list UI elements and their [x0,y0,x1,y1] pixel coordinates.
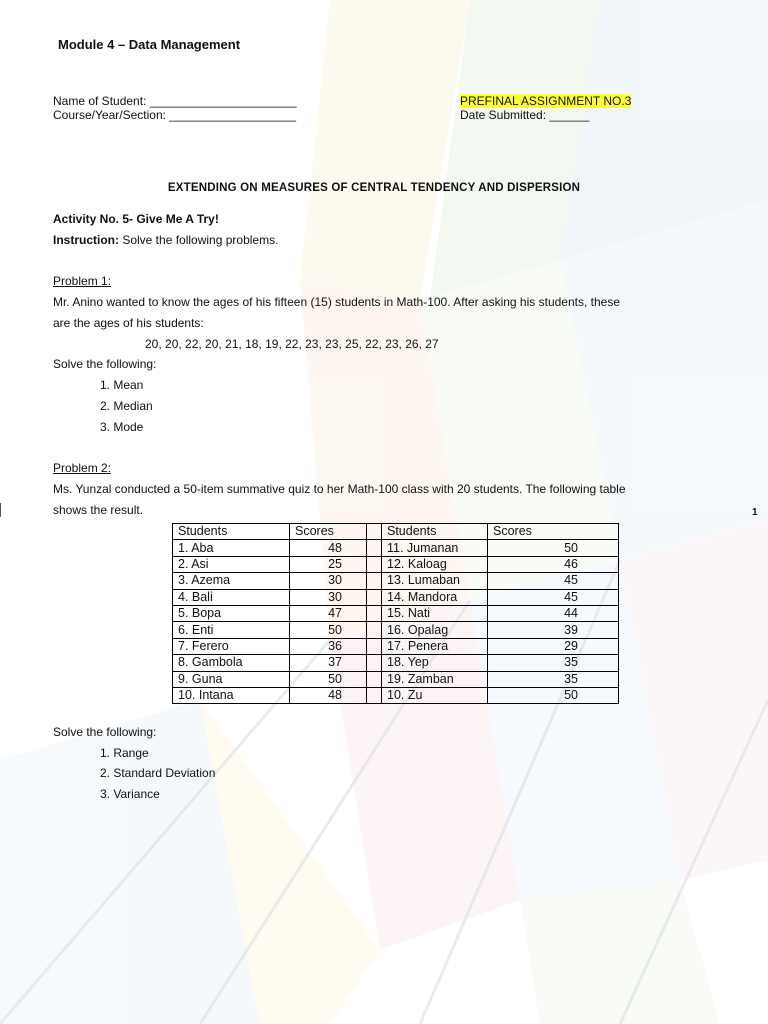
table-row [173,556,619,572]
problem2-solve: Solve the following: [53,725,157,739]
student-name-cell: 6. Enti [173,622,290,638]
problem1-title: Problem 1: [53,274,112,288]
table-row [173,655,619,671]
course-section-field: Course/Year/Section: ___________________ [53,108,297,122]
student-name-cell: 2. Asi [173,556,290,572]
student-name-cell: 11. Jumanan [382,540,488,556]
activity-title: Activity No. 5- Give Me A Try! [53,212,219,226]
table-row [173,589,619,605]
score-cell: 50 [290,622,367,638]
score-cell: 29 [488,638,619,654]
problem2-text-line2: shows the result. [53,503,144,517]
score-cell: 25 [290,556,367,572]
score-cell: 50 [488,540,619,556]
spacer-cell [367,556,382,572]
table-header-row [173,524,619,540]
score-cell: 46 [488,556,619,572]
problem2-text-line1: Ms. Yunzal conducted a 50-item summative quiz to her Math-100 class with 20 students. The following table [53,482,626,496]
student-name-cell: 10. Zu [382,687,488,703]
spacer-cell [367,573,382,589]
spacer-cell [367,622,382,638]
problem1-text-line2: are the ages of his students: [53,316,204,330]
main-heading: EXTENDING ON MEASURES OF CENTRAL TENDENCY AND DISPERSION [167,182,581,194]
problem2-item-range: 1. Range [100,746,149,760]
student-name-cell: 7. Ferero [173,638,290,654]
spacer-cell [367,687,382,703]
student-name-cell: 19. Zamban [382,671,488,687]
instruction-label: Instruction: [53,233,119,247]
margin-mark [0,503,1,517]
problem1-text-line1: Mr. Anino wanted to know the ages of his fifteen (15) students in Math-100. After asking his students, these [53,295,620,309]
score-cell: 30 [290,589,367,605]
score-cell: 36 [290,638,367,654]
score-cell: 37 [290,655,367,671]
problem1-item-mode: 3. Mode [100,420,144,434]
header-students: Students [173,524,290,540]
table-row [173,638,619,654]
student-name-cell: 15. Nati [382,605,488,621]
table-row [173,687,619,703]
problem2-item-std-dev: 2. Standard Deviation [100,766,216,780]
score-cell: 45 [488,589,619,605]
problem1-item-mean: 1. Mean [100,378,144,392]
problem2-title: Problem 2: [53,461,112,475]
problem1-solve: Solve the following: [53,357,157,371]
score-cell: 35 [488,655,619,671]
student-name-cell: 13. Lumaban [382,573,488,589]
table-row [173,622,619,638]
table-row [173,540,619,556]
instruction [53,233,278,247]
score-cell: 50 [290,671,367,687]
score-cell: 44 [488,605,619,621]
problem2-item-variance: 3. Variance [100,787,160,801]
student-name-cell: 12. Kaloag [382,556,488,572]
date-submitted-field: Date Submitted: ______ [460,108,590,122]
table-row [173,573,619,589]
spacer-cell [367,589,382,605]
scores-table [172,523,619,704]
student-name-cell: 1. Aba [173,540,290,556]
module-title: Module 4 – Data Management [58,37,241,52]
header-students-2: Students [382,524,488,540]
spacer-cell [367,605,382,621]
score-cell: 35 [488,671,619,687]
page-number: 1 [752,507,758,518]
student-name-cell: 18. Yep [382,655,488,671]
student-name-field: Name of Student: ______________________ [53,94,297,108]
score-cell: 30 [290,573,367,589]
student-name-cell: 5. Bopa [173,605,290,621]
instruction-text: Solve the following problems. [119,233,279,247]
student-name-cell: 3. Azema [173,573,290,589]
header-scores: Scores [290,524,367,540]
score-cell: 47 [290,605,367,621]
problem1-ages: 20, 20, 22, 20, 21, 18, 19, 22, 23, 23, 25, 22, 23, 26, 27 [145,337,439,351]
student-name-cell: 8. Gambola [173,655,290,671]
score-cell: 45 [488,573,619,589]
assignment-title: PREFINAL ASSIGNMENT NO.3 [460,94,632,108]
spacer-cell [367,655,382,671]
table-row [173,605,619,621]
table-row [173,671,619,687]
problem1-item-median: 2. Median [100,399,153,413]
student-name-cell: 9. Guna [173,671,290,687]
score-cell: 39 [488,622,619,638]
score-cell: 48 [290,687,367,703]
student-name-cell: 4. Bali [173,589,290,605]
header-scores-2: Scores [488,524,619,540]
spacer-cell [367,540,382,556]
spacer-cell [367,638,382,654]
score-cell: 48 [290,540,367,556]
spacer-cell [367,671,382,687]
student-name-cell: 16. Opalag [382,622,488,638]
spacer-cell [367,524,382,540]
score-cell: 50 [488,687,619,703]
student-name-cell: 17. Penera [382,638,488,654]
student-name-cell: 14. Mandora [382,589,488,605]
student-name-cell: 10. Intana [173,687,290,703]
